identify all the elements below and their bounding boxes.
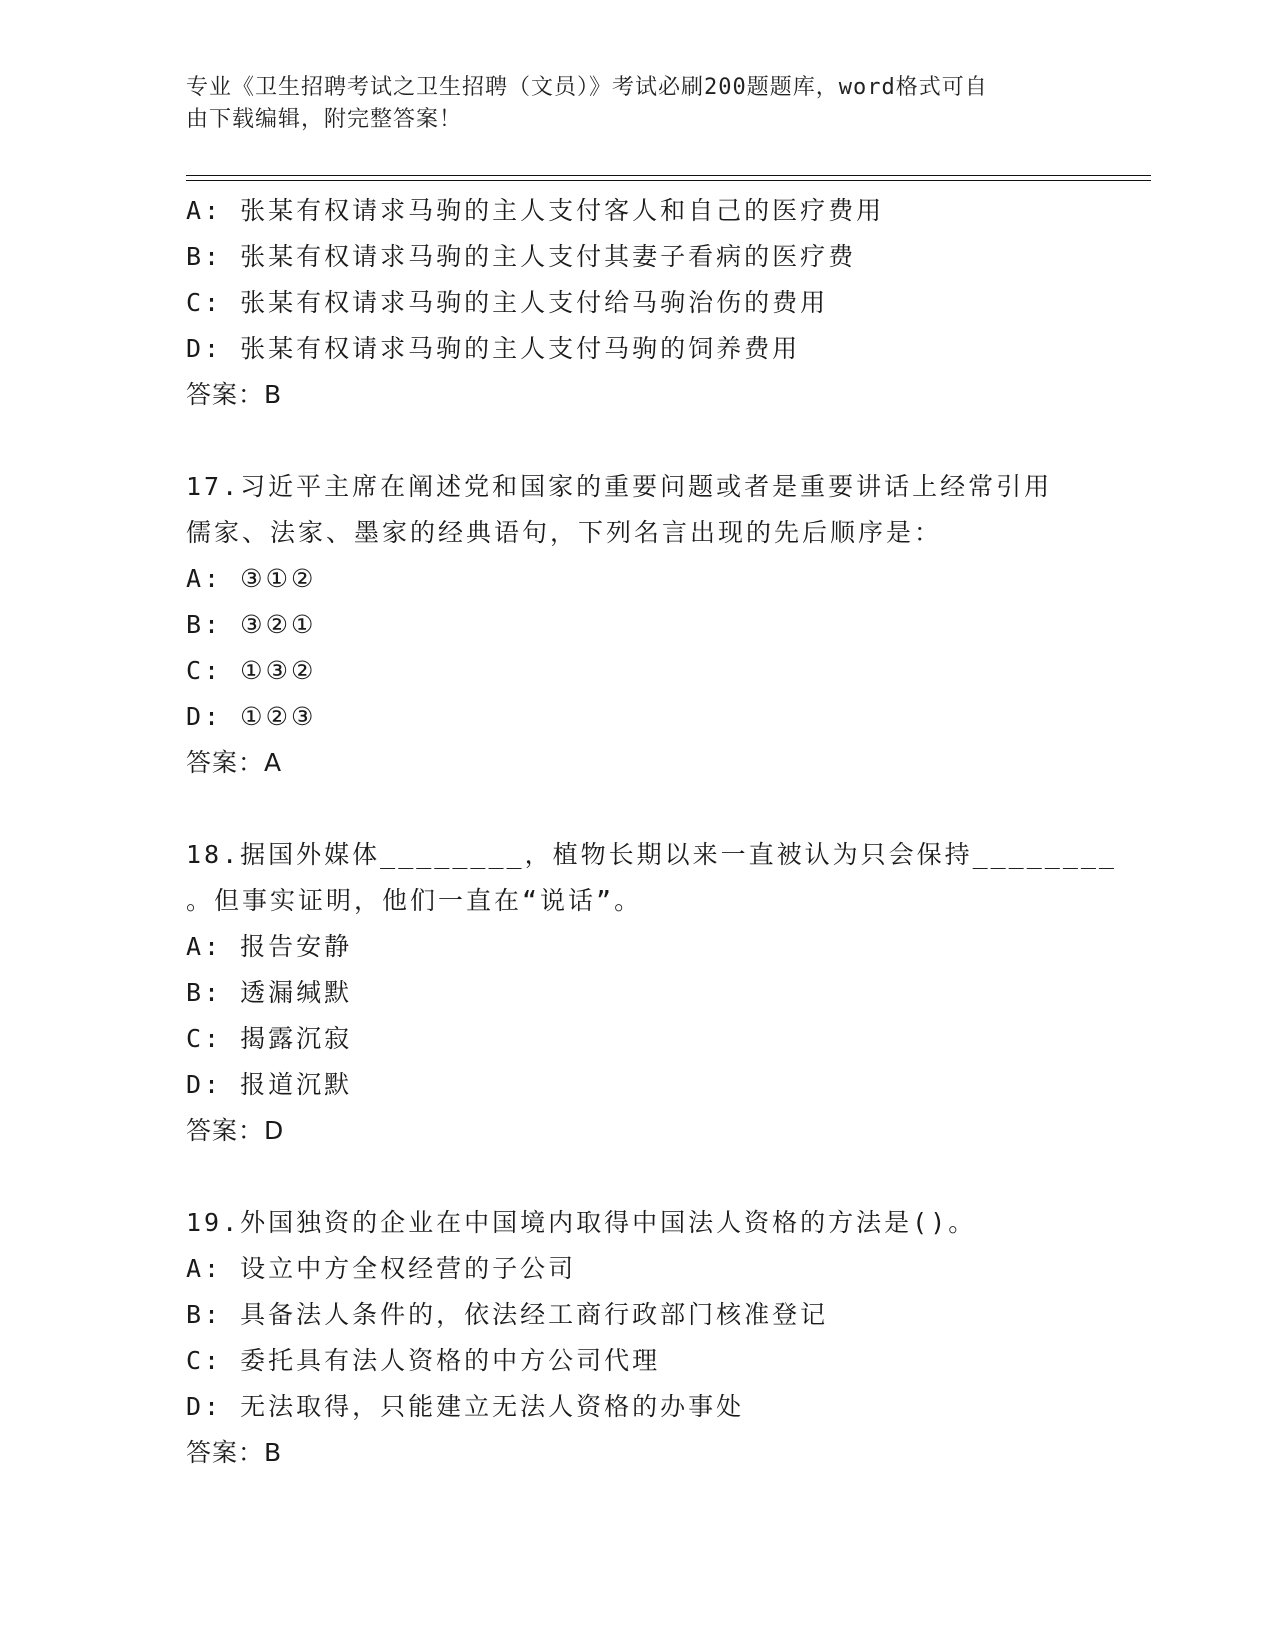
option-b: B: 张某有权请求马驹的主人支付其妻子看病的医疗费	[186, 242, 857, 271]
question-18	[186, 832, 1117, 1154]
question-stem-line-1: 17.习近平主席在阐述党和国家的重要问题或者是重要讲话上经常引用	[186, 472, 1053, 501]
option-c: C: 揭露沉寂	[186, 1024, 353, 1053]
header-line-2: 由下载编辑，附完整答案！	[186, 107, 463, 132]
question-list	[186, 188, 1117, 1522]
option-b: B: 透漏缄默	[186, 978, 353, 1007]
option-d: D: 张某有权请求马驹的主人支付马驹的饲养费用	[186, 334, 801, 363]
option-c: C: 委托具有法人资格的中方公司代理	[186, 1346, 661, 1375]
header-line-1: 专业《卫生招聘考试之卫生招聘（文员）》考试必刷200题题库，word格式可自	[186, 75, 988, 100]
option-d: D: 无法取得，只能建立无法人资格的办事处	[186, 1392, 745, 1421]
option-a: A: 报告安静	[186, 932, 353, 961]
question-stem-line-1: 18.据国外媒体________，植物长期以来一直被认为只会保持________	[186, 840, 1117, 869]
header-rule-bottom	[186, 180, 1151, 181]
option-d: D: 报道沉默	[186, 1070, 353, 1099]
question-stem-line-2: 儒家、法家、墨家的经典语句，下列名言出现的先后顺序是：	[186, 518, 943, 547]
option-a: A: 设立中方全权经营的子公司	[186, 1254, 577, 1283]
option-b: B: 具备法人条件的，依法经工商行政部门核准登记	[186, 1300, 829, 1329]
option-d: D: ①②③	[186, 702, 317, 731]
option-a: A: 张某有权请求马驹的主人支付客人和自己的医疗费用	[186, 196, 885, 225]
header-rule-top	[186, 175, 1151, 176]
answer: 答案：B	[186, 1438, 283, 1467]
question-19	[186, 1200, 1086, 1476]
option-c: C: 张某有权请求马驹的主人支付给马驹治伤的费用	[186, 288, 829, 317]
option-c: C: ①③②	[186, 656, 317, 685]
question-stem-line-2: 。但事实证明，他们一直在“说话”。	[186, 886, 643, 915]
option-b: B: ③②①	[186, 610, 317, 639]
option-a: A: ③①②	[186, 564, 317, 593]
answer: 答案：D	[186, 1116, 285, 1145]
answer: 答案：B	[186, 380, 283, 409]
question-stem-line-1: 19.外国独资的企业在中国境内取得中国法人资格的方法是()。	[186, 1208, 977, 1237]
question-16	[186, 188, 1086, 418]
answer: 答案：A	[186, 748, 283, 777]
document-header	[186, 72, 1066, 136]
question-17	[186, 464, 1086, 786]
